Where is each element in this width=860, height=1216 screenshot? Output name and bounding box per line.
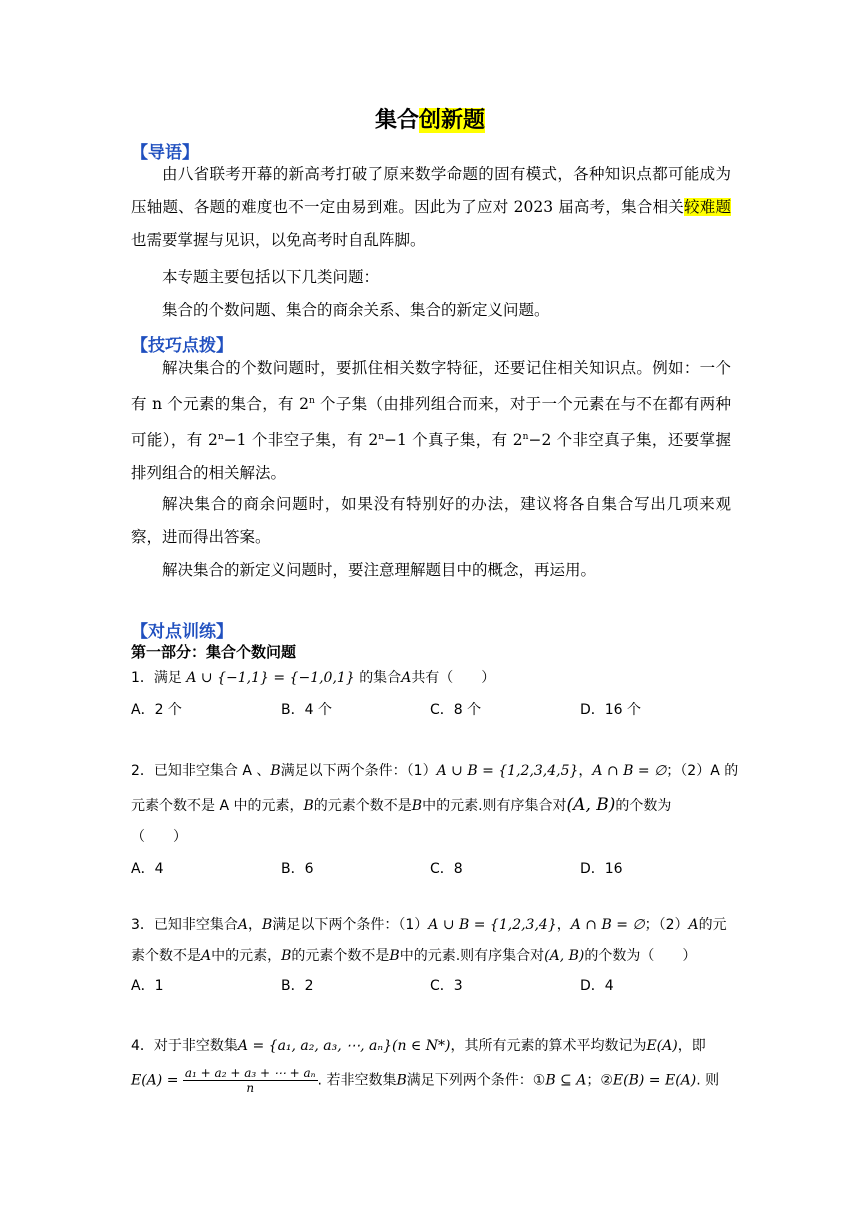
training-heading: 【对点训练】 (131, 622, 233, 642)
part1-heading: 第一部分：集合个数问题 (131, 643, 297, 661)
q2-text-a: 2．已知非空集合 A 、 (131, 763, 271, 779)
q3-text-i: 的个数为（ ） (584, 948, 697, 964)
q3-inter: A ∩ B = ∅ (570, 917, 645, 933)
intro-paragraph-2: 本专题主要包括以下几类问题： (162, 268, 380, 286)
q3-text-f: 中的元素， (211, 948, 282, 964)
question-2-line-3: （ ） (131, 829, 187, 845)
question-3-line-1: 3．已知非空集合A，B满足以下两个条件：（1）A ∪ B = {1,2,3,4}，A ∩ B = ∅；（2）A的元 (131, 917, 727, 933)
q2-inter: A ∩ B = ∅ (592, 763, 667, 779)
q4-text-e: 满足下列两个条件：① (406, 1072, 546, 1089)
q2-text-c: ；（2）A 的 (666, 763, 739, 779)
q4-ea: E(A) (646, 1038, 678, 1054)
question-4-line-2: E(A) = $\frac{\text{a₁ + a₂ + a₃ + ⋯ + aₙ}}{n}$ . 若非空数集B满足下列两个条件：①B ⊆ A；②E(B) = E(A). 则 (131, 1066, 720, 1095)
q2-text-d: 元素个数不是 A 中的元素， (131, 798, 304, 814)
tips-text-a: 解决集合的个数问题时，要抓住相关数字特征，还要记住相关知识点。例如：一个有 n 个元素的集合，有 2 (131, 359, 731, 413)
tips-text-b: 个子集（由排列组合而来，对于一个元素在与不在都有两种可能），有 2 (131, 395, 731, 449)
q3-text-d: 的元 (698, 917, 727, 933)
q4-condition: (n ∈ N*) (391, 1038, 451, 1054)
question-2-line-1: 2．已知非空集合 A 、B满足以下两个条件：（1）A ∪ B = {1,2,3,4,5}，A ∩ B = ∅；（2）A 的 (131, 763, 739, 779)
q2-text-b: 满足以下两个条件：（1） (280, 763, 437, 779)
q2-text-e: 的元素个数不是 (313, 798, 412, 814)
q1-option-b[interactable]: B．4 个 (281, 702, 332, 718)
question-1 (131, 667, 737, 687)
tips-paragraph-3: 解决集合的新定义问题时，要注意理解题目中的概念，再运用。 (162, 561, 597, 579)
q3-option-c[interactable]: C．3 (430, 978, 463, 994)
q3-option-a[interactable]: A．1 (131, 978, 164, 994)
intro-highlight: 较难题 (684, 198, 731, 216)
q4-text-f: ；② (586, 1072, 613, 1089)
tips-text-c: −1 个非空子集，有 2 (223, 431, 379, 449)
intro-text-a: 由八省联考开幕的新高考打破了原来数学命题的固有模式，各种知识点都可能成为压轴题、各题的难度也不一定由易到难。因此为了应对 2023 届高考，集合相关 (131, 165, 731, 216)
q2-option-d[interactable]: D．16 (580, 861, 623, 877)
q4-subset: B ⊆ A (545, 1072, 587, 1089)
q4-text-b: ，其所有元素的算术平均数记为 (450, 1038, 647, 1054)
q2-pair: (A, B) (566, 795, 616, 815)
question-4-line-1 (131, 1035, 737, 1055)
q3-text-e: 素个数不是 (131, 948, 201, 964)
q3-text-h: 中的元素.则有序集合对 (399, 948, 545, 964)
q4-numerator: a₁ + a₂ + a₃ + ⋯ + aₙ (184, 1066, 316, 1080)
tips-heading: 【技巧点拨】 (131, 336, 233, 356)
q2-option-b[interactable]: B．6 (281, 861, 314, 877)
q2-text-f: 中的元素.则有序集合对 (422, 798, 567, 814)
q3-text-b: 满足以下两个条件：（1） (272, 917, 429, 933)
question-2-line-2: 元素个数不是 A 中的元素，B的元素个数不是B中的元素.则有序集合对(A, B)的个数为 (131, 795, 672, 815)
tips-text-e: −2 个非空真子集，还要掌握排列组合的相关解法。 (131, 431, 731, 482)
q1-option-d[interactable]: D．16 个 (580, 702, 642, 718)
superscript-n: n (522, 432, 529, 442)
q1-option-a[interactable]: A．2 个 (131, 702, 182, 718)
q1-option-c[interactable]: C．8 个 (430, 702, 482, 718)
q3-union: A ∪ B = {1,2,3,4} (428, 917, 557, 933)
q4-text-d: . 若非空数集 (317, 1072, 397, 1089)
q2-union: A ∪ B = {1,2,3,4,5} (436, 763, 579, 779)
tips-paragraph-1 (131, 352, 731, 490)
q1-end: 共有（ ） (411, 670, 496, 686)
question-3-line-2: 素个数不是A中的元素，B的元素个数不是B中的元素.则有序集合对(A, B)的个数为（ ） (131, 948, 697, 964)
intro-paragraph-3: 集合的个数问题、集合的商余关系、集合的新定义问题。 (162, 301, 550, 319)
q3-text-c: ；（2） (644, 917, 689, 933)
intro-text-b: 也需要掌握与见识，以免高考时自乱阵脚。 (131, 231, 426, 249)
q3-option-b[interactable]: B．2 (281, 978, 314, 994)
tips-paragraph-2: 解决集合的商余问题时，如果没有特别好的办法，建议将各自集合写出几项来观察，进而得出答案。 (131, 495, 731, 546)
q1-label: 1．满足 (131, 670, 182, 686)
q3-pair: (A, B) (544, 948, 585, 964)
superscript-n: n (308, 396, 315, 406)
q2-option-c[interactable]: C．8 (430, 861, 463, 877)
superscript-n: n (378, 432, 384, 442)
superscript-n: n (217, 432, 224, 442)
q4-equality: E(B) = E(A) (612, 1072, 697, 1089)
q1-text: 的集合 (359, 670, 402, 686)
q1-expression: A ∪ {−1,1} = {−1,0,1} (186, 670, 355, 686)
q4-text-g: . 则 (696, 1072, 720, 1089)
q4-set: A = {a₁, a₂, a₃, ⋯, aₙ} (237, 1038, 392, 1054)
q3-option-d[interactable]: D．4 (580, 978, 614, 994)
intro-heading: 【导语】 (131, 143, 199, 163)
q1-var: A (401, 670, 412, 686)
q2-text-g: 的个数为 (615, 798, 672, 814)
q4-denominator: n (246, 1081, 255, 1095)
tips-text-d: −1 个真子集，有 2 (384, 431, 523, 449)
q4-text-a: 4．对于非空数集 (131, 1038, 238, 1054)
intro-paragraph-1 (131, 158, 731, 257)
q4-lhs: E(A) = (131, 1072, 179, 1089)
q3-text-a: 3．已知非空集合 (131, 917, 238, 933)
page-title (0, 103, 860, 134)
title-text: 集合 (374, 108, 419, 133)
q4-fraction (183, 1066, 318, 1095)
q3-text-g: 的元素个数不是 (291, 948, 390, 964)
q4-text-c: ，即 (677, 1038, 706, 1054)
title-highlight: 创新题 (419, 108, 486, 133)
q2-option-a[interactable]: A．4 (131, 861, 164, 877)
